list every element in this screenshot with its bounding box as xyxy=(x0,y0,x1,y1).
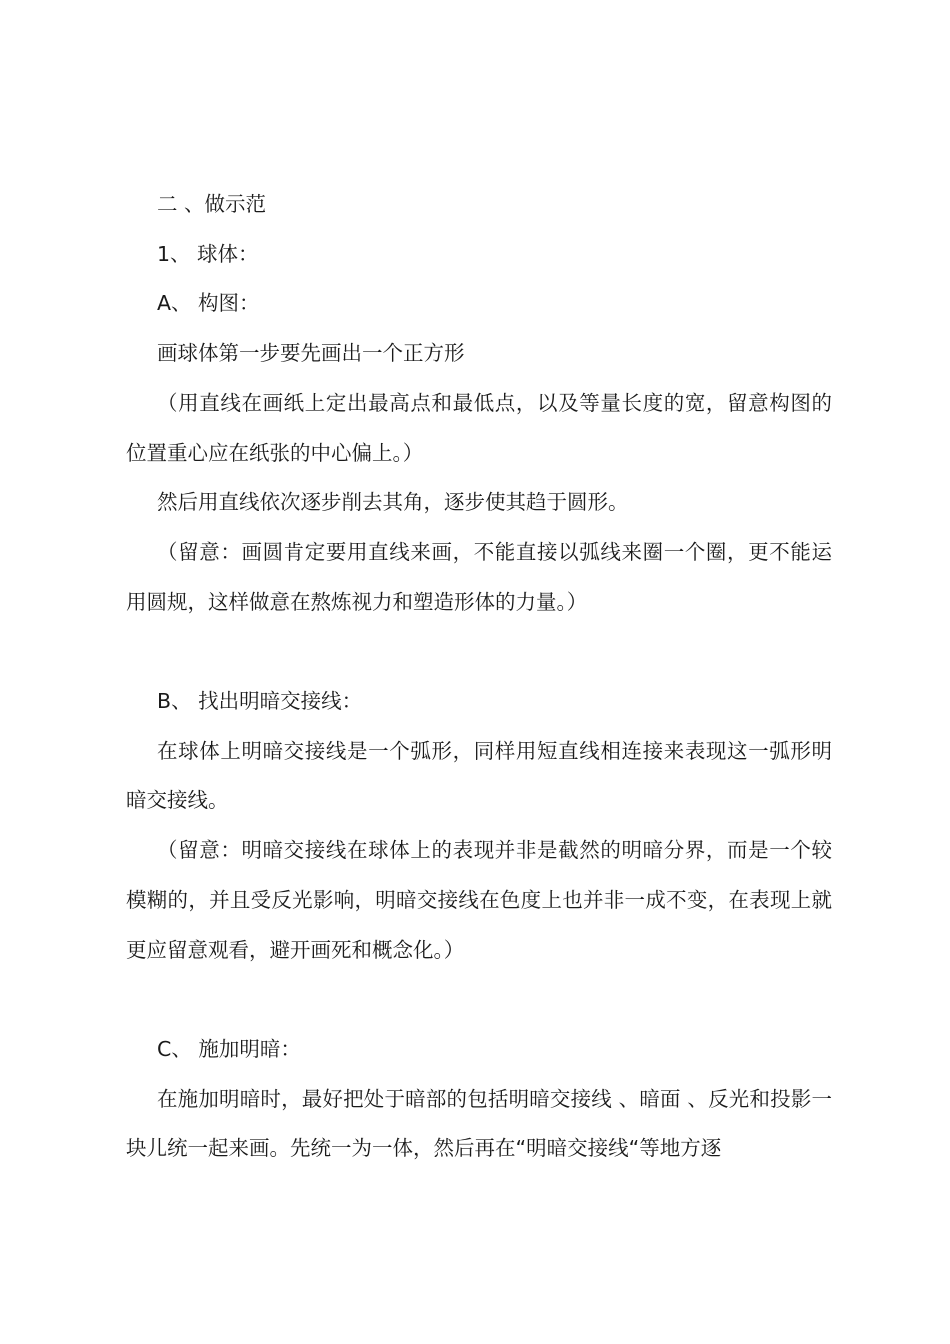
document-body xyxy=(126,180,832,1174)
blank-line xyxy=(126,975,832,1025)
paragraph: （用直线在画纸上定出最高点和最低点，以及等量长度的宽，留意构图的位置重心应在纸张的中心偏上。） xyxy=(126,390,832,465)
blank-line xyxy=(126,627,832,677)
paragraph: （留意：明暗交接线在球体上的表现并非是截然的明暗分界，而是一个较模糊的，并且受反光影响，明暗交接线在色度上也并非一成不变，在表现上就更应留意观看，避开画死和概念化。） xyxy=(126,838,832,962)
paragraph: （留意：画圆肯定要用直线来画，不能直接以弧线来圈一个圈，更不能运用圆规，这样做意在熬炼视力和塑造形体的力量。） xyxy=(126,539,832,614)
paragraph: 画球体第一步要先画出一个正方形 xyxy=(157,341,465,366)
subsection-a-title: A、 构图： xyxy=(157,291,260,316)
paragraph: 然后用直线依次逐步削去其角，逐步使其趋于圆形。 xyxy=(157,490,629,515)
item-sphere-title: 1、 球体： xyxy=(157,241,259,266)
paragraph: 在施加明暗时，最好把处于暗部的包括明暗交接线 、暗面 、反光和投影一块儿统一起来画。先统一为一体，然后再在“明暗交接线“等地方逐 xyxy=(126,1086,832,1161)
paragraph: 在球体上明暗交接线是一个弧形，同样用短直线相连接来表现这一弧形明暗交接线。 xyxy=(126,738,832,813)
section-heading: 二 、做示范 xyxy=(157,192,267,216)
subsection-b-title: B、 找出明暗交接线： xyxy=(157,689,363,714)
subsection-c-title: C、 施加明暗： xyxy=(157,1036,301,1061)
